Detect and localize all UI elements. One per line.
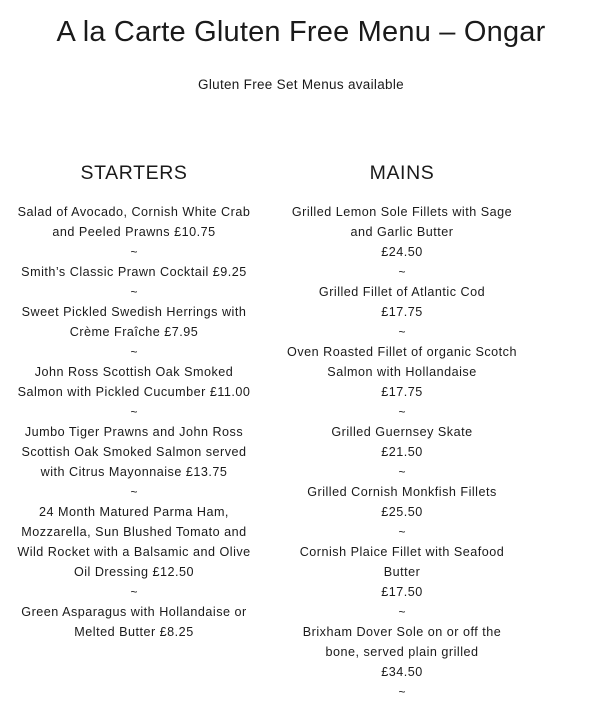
menu-item	[0, 502, 268, 582]
menu-item-line: Sweet Pickled Swedish Herrings with	[21, 305, 247, 319]
menu-item	[268, 202, 536, 262]
menu-item-line: Melted Butter £8.25	[74, 625, 194, 639]
starters-column	[0, 160, 268, 642]
item-separator: ~	[130, 245, 138, 259]
menu-item-line: Green Asparagus with Hollandaise or	[21, 605, 247, 619]
item-separator: ~	[130, 585, 138, 599]
item-separator: ~	[398, 265, 406, 279]
menu-item-line: £25.50	[381, 505, 423, 519]
menu-item-line: Salmon with Pickled Cucumber £11.00	[17, 385, 251, 399]
menu-item	[268, 482, 536, 522]
menu-item-line: Oil Dressing £12.50	[73, 565, 195, 579]
menu-item-line: and Garlic Butter	[350, 225, 454, 239]
mains-list	[268, 202, 536, 702]
menu-item-line: £17.75	[381, 305, 423, 319]
menu-item-line: £17.75	[381, 385, 423, 399]
menu-item-line: Mozzarella, Sun Blushed Tomato and	[21, 525, 247, 539]
menu-item-line: bone, served plain grilled	[325, 645, 479, 659]
menu-item-line: £24.50	[381, 245, 423, 259]
menu-item-line: Salad of Avocado, Cornish White Crab	[17, 205, 251, 219]
menu-item-line: Butter	[383, 565, 421, 579]
menu-item-line: Grilled Fillet of Atlantic Cod	[318, 285, 486, 299]
menu-item-line: Oven Roasted Fillet of organic Scotch	[287, 345, 517, 359]
menu-item	[0, 302, 268, 342]
menu-item-line: Brixham Dover Sole on or off the	[302, 625, 502, 639]
starters-heading: STARTERS	[80, 162, 188, 184]
item-separator: ~	[398, 685, 406, 699]
starters-list	[0, 202, 268, 642]
menu-item-line: and Peeled Prawns £10.75	[52, 225, 216, 239]
menu-item-line: Cornish Plaice Fillet with Seafood	[299, 545, 505, 559]
item-separator: ~	[398, 465, 406, 479]
menu-item	[0, 362, 268, 402]
menu-item-line: £34.50	[381, 665, 423, 679]
menu-item-line: with Citrus Mayonnaise £13.75	[40, 465, 228, 479]
menu-item-line: Grilled Guernsey Skate	[331, 425, 473, 439]
item-separator: ~	[130, 485, 138, 499]
item-separator: ~	[398, 605, 406, 619]
menu-item-line: £17.50	[381, 585, 423, 599]
item-separator: ~	[130, 285, 138, 299]
menu-item-line: Grilled Lemon Sole Fillets with Sage	[291, 205, 513, 219]
menu-item	[268, 282, 536, 322]
set-menus-note: Gluten Free Set Menus available	[198, 77, 404, 92]
item-separator: ~	[130, 405, 138, 419]
menu-item	[0, 262, 268, 282]
menu-item-line: Jumbo Tiger Prawns and John Ross	[24, 425, 244, 439]
item-separator: ~	[398, 525, 406, 539]
mains-column	[268, 160, 536, 702]
menu-item-line: Crème Fraîche £7.95	[69, 325, 199, 339]
item-separator: ~	[398, 325, 406, 339]
menu-item-line: Smith’s Classic Prawn Cocktail £9.25	[21, 265, 247, 279]
menu-item	[268, 342, 536, 402]
menu-item	[0, 602, 268, 642]
menu-item-line: Salmon with Hollandaise	[327, 365, 477, 379]
menu-item-line: John Ross Scottish Oak Smoked	[34, 365, 234, 379]
item-separator: ~	[398, 405, 406, 419]
menu-item-line: Wild Rocket with a Balsamic and Olive	[17, 545, 251, 559]
menu-item	[268, 542, 536, 602]
mains-heading: MAINS	[369, 162, 435, 184]
menu-item	[268, 422, 536, 462]
menu-item	[0, 422, 268, 482]
menu-item	[268, 622, 536, 682]
menu-item-line: 24 Month Matured Parma Ham,	[39, 505, 229, 519]
page-title: A la Carte Gluten Free Menu – Ongar	[56, 16, 546, 48]
menu-item	[0, 202, 268, 242]
menu-item-line: £21.50	[381, 445, 423, 459]
menu-item-line: Scottish Oak Smoked Salmon served	[21, 445, 247, 459]
item-separator: ~	[130, 345, 138, 359]
menu-item-line: Grilled Cornish Monkfish Fillets	[307, 485, 497, 499]
